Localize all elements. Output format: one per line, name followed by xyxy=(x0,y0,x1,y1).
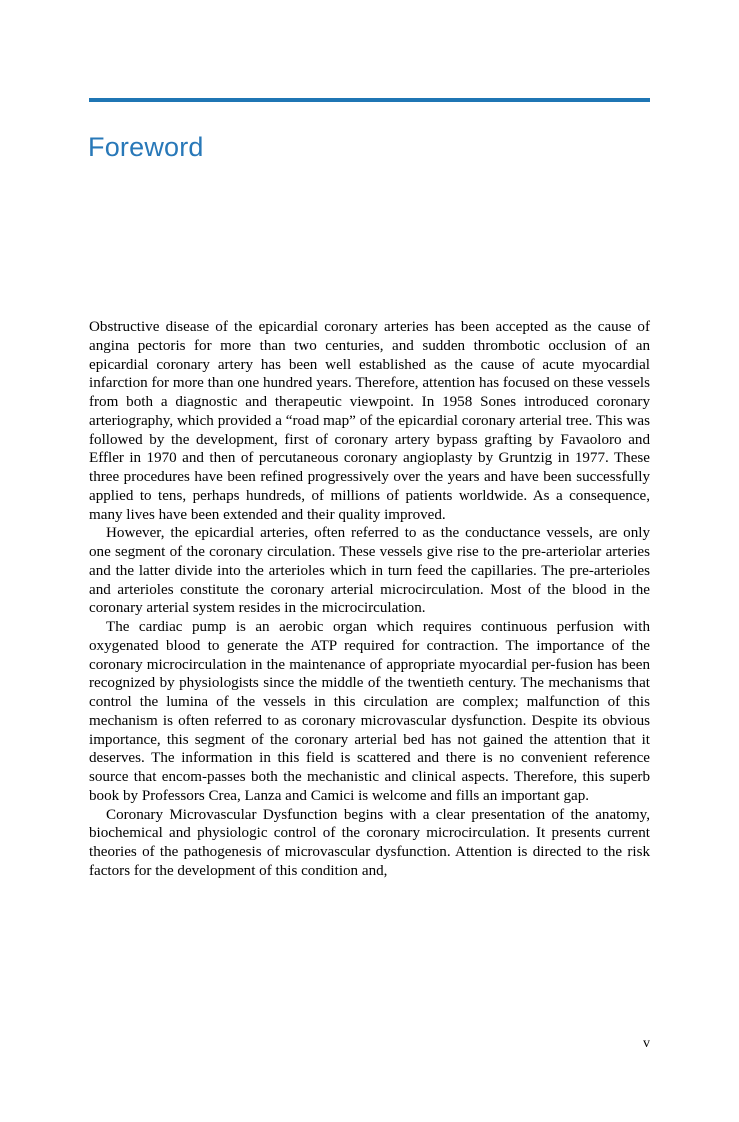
paragraph: The cardiac pump is an aerobic organ which requires continuous perfusion with oxygenated blood to generate the ATP required for contraction. The importance of the coronary microcirculation in the maintenance of appropriate myocardial per-fusion has been recognized by physiologists since the middle of the twentieth century. The mechanisms that control the lumina of the vessels in this circulation are complex; malfunction of this mechanism is often referred to as coronary microvascular dysfunction. Despite its obvious importance, this segment of the coronary arterial bed has not gained the attention that it deserves. The information in this field is scattered and there is no convenient reference source that encom-passes both the mechanistic and clinical aspects. Therefore, this superb book by Professors Crea, Lanza and Camici is welcome and fills an important gap. xyxy=(89,619,650,804)
paragraph: Coronary Microvascular Dysfunction begins with a clear presentation of the anatomy, biochemical and physiologic control of the coronary microcirculation. It presents current theories of the pathogenesis of microvascular dysfunction. Attention is directed to the risk factors for the development of this condition and, xyxy=(89,806,650,879)
paragraph: Obstructive disease of the epicardial coronary arteries has been accepted as the cause of angina pectoris for more than two centuries, and sudden thrombotic occlusion of an epicardial coronary artery has been well established as the cause of acute myocardial infarction for more than one hundred years. Therefore, attention has focused on these vessels from both a diagnostic and therapeutic viewpoint. In 1958 Sones introduced coronary arteriography, which provided a “road map” of the epicardial coronary arterial tree. This was followed by the development, first of coronary artery bypass grafting by Favaoloro and Effler in 1970 and then of percutaneous coronary angioplasty by Gruntzig in 1977. These three procedures have been refined progressively over the years and have been successfully applied to tens, perhaps hundreds, of millions of patients worldwide. As a consequence, many lives have been extended and their quality improved. xyxy=(89,319,650,523)
chapter-header-rule xyxy=(89,98,650,102)
page-title: Foreword xyxy=(88,132,204,163)
paragraph: However, the epicardial arteries, often referred to as the conductance vessels, are only one segment of the coronary circulation. These vessels give rise to the pre-arteriolar arteries and the latter divide into the arterioles which in turn feed the capillaries. The pre-arterioles and arterioles constitute the coronary arterial microcirculation. Most of the blood in the coronary arterial system resides in the microcirculation. xyxy=(89,525,650,617)
body-text-block xyxy=(89,318,650,881)
page-number: v xyxy=(643,1036,650,1051)
